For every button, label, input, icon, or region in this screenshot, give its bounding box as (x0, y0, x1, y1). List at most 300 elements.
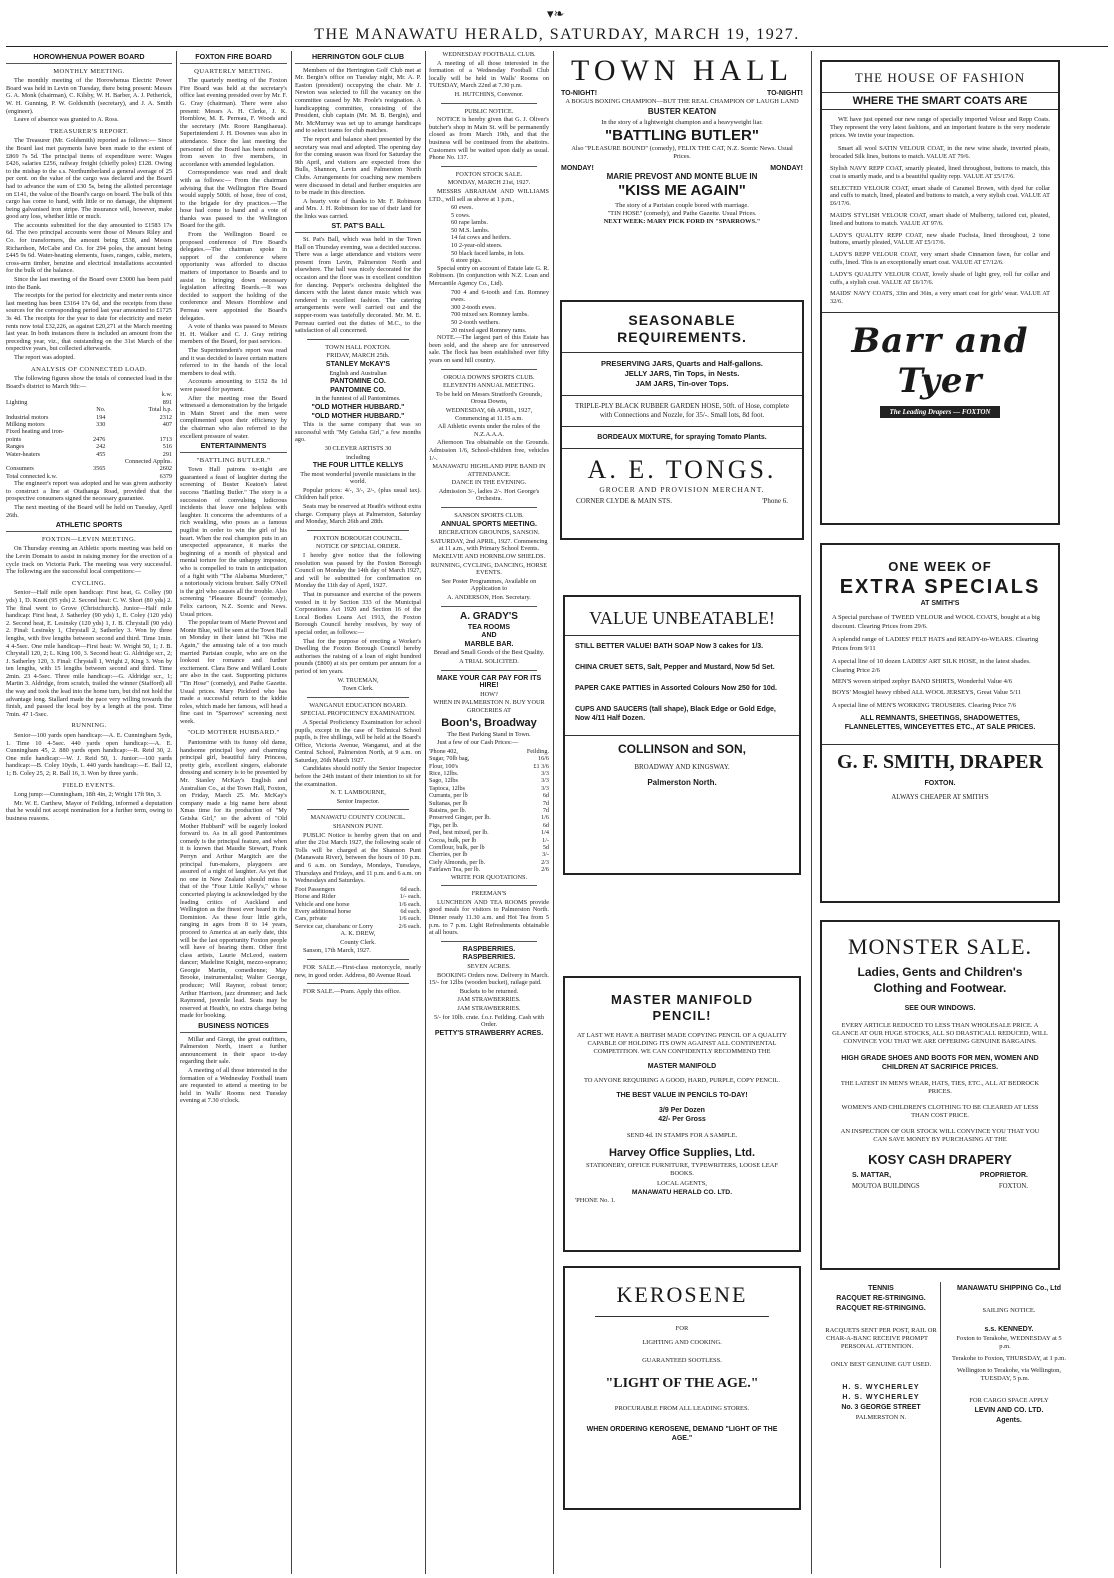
table-row (6, 428, 172, 435)
tolls-table (295, 886, 421, 930)
table-cell: Peel, best mixed, per lb. (429, 829, 489, 837)
paragraph: That in pursuance and exercise of the powers vested in it by Section 333 of the Municipal Corporations Act 1920 and Section 16 of the Local Bodies Loans Act 1913, the Foxton Borough Council hereby resolves, by way of special order, as follows:— (295, 591, 421, 636)
paragraph: Senior—100 yards open handicap:—A. E. Cunningham 5yds, 1. Time 10 4-5sec. 440 yards open handicap:—A. E. Cunningham 45, 2. 880 yards open handicap:—R. Reid 30, 2. One mile handicap:—W. J. Reid 50, 1. Junior:—100 yards handicap:—B. Coley 10yds, 1. 440 yards handicap:—E. Ball 12, 1; B. Coley 25, 2; R. Ball 16, 3. Won by three yards. (6, 732, 172, 777)
subhead: RUNNING. (71, 722, 107, 730)
ad-heading: Boon's, Broadway (441, 716, 537, 729)
divider (441, 606, 537, 607)
ad-line: including (346, 453, 370, 461)
table-row (295, 915, 421, 922)
signature: Senior Inspector. (336, 797, 380, 805)
signature: N. T. LAMBOURNE, (330, 789, 386, 797)
ad-line: EVERY ARTICLE REDUCED TO LESS THAN WHOLESALE PRICE. A GLANCE AT OUR HUGE STOCKS, ALL SO DRASTICALL REDUCED, WILL CONVINCE YOU THAT WE ARE OFFERING GENUINE BARGAINS. (832, 1022, 1048, 1045)
signature: A. K. DREW, (340, 930, 376, 938)
table-cell: 2312 (159, 413, 172, 421)
ad-heading: REQUIREMENTS. (617, 329, 747, 345)
ad-heading: KOSY CASH DRAPERY (868, 1152, 1012, 1167)
paragraph: Senior—Half mile open handicap: First heat, G. Colley (90 yds) 1, D. Knott (95 yds) 2. Second heat: C. W. Short (80 yds) 2. The final went to Grove (Christchurch). Junior—Half mile handicap: First heat, J. Satherley (90 yds) 1, E. Coley (120 yds) 2. Second heat, E. Lesinsky (120 yds) 1, J. B. Chrystall (90 yds) 2. Final: Lesinsky 1, Chrystall 2, Satherley 3. Won by three lengths, with five lengths between second and third. Time 1min. 4 4-5sec. One mile handicap—First heat: W. Wright 50, 1; J. B. Chrystall 120, 2; L. King 100, 3. Second heat: G. Aldridge scr., 2; J. Satherley 120, 3. Final: Chrystall 1, Wright 2, King 3. Won by ten lengths, with 15 lengths between second and third. Time 2min. 23 4-5sec. Three mile handicap:—G. Aldridge scr., 1; Martin 3. Aldridge, from scratch, trailed the winner (Stafford) all the way and took the lead into the home turn, but did not hold the advantage long. Stallard made the pace very willing towards the finish, and passed the local boy by a length at the post. Time 7min. 47 1-5sec. (6, 589, 172, 718)
collinson-ad (563, 595, 801, 875)
column-3 (295, 51, 421, 1574)
ad-heading: "KISS ME AGAIN" (618, 182, 746, 199)
table-cell (105, 428, 172, 435)
subhead: TREASURER'S REPORT. (49, 127, 129, 135)
notice-title: PUBLIC NOTICE. (464, 107, 514, 115)
table-cell: £1 3/6 (533, 762, 549, 770)
table-cell: Tapioca, 12lbs (429, 784, 465, 792)
ad-line: CUPS AND SAUCERS (tall shape), Black Edge or Gold Edge, Now 4/11 Half Dozen. (575, 706, 776, 722)
subhead: ANALYSIS OF CONNECTED LOAD. (30, 365, 147, 373)
notice-date: SATURDAY, 2nd APRIL, 1927. Commencing at 11 a.m., with Primary School Events. McKELVIE AND HORNBLOW SHIELDS. (430, 537, 548, 561)
list-item: 300 2-tooth ewes. (451, 303, 496, 311)
ad-line: H. S. WYCHERLEY (842, 1394, 920, 1401)
paragraph: Long jump:—Cunningham, 18ft 4in, 2; Wright 17ft 9in, 3. (14, 791, 162, 799)
ad-line: STATIONERY, OFFICE FURNITURE, TYPEWRITERS, LOOSE LEAF BOOKS. (585, 1162, 779, 1177)
table-row (6, 443, 172, 450)
ad-heading: EXTRA SPECIALS (839, 576, 1041, 598)
table-cell: Figs, per lb. (429, 821, 459, 829)
notice-title: SANSON SPORTS CLUB. (454, 512, 524, 520)
paragraph: Since the last meeting of the Board over £3000 has been paid into the Bank. (6, 276, 172, 291)
paragraph: The popular team of Marie Prevost and Monte Blue, will be seen at the Town Hall on Monday in their latest hit "Kiss me Again," the amusing tale of a too much married Parisian couple, who are on the lookout for romance and further excitement. Clara Bow and Willard Louis are also in the cast. Supporting pictures "Tin Hose" (comedy), and Pathe Gazette. Usual prices. Mary Pickford who has made a successful return to the kiddie roles, which made her famous, will head a fine cast in "Sparrows" screening next week. (180, 619, 287, 725)
subhead: QUARTERLY MEETING. (194, 67, 273, 75)
phone: 'Phone 402, (429, 747, 458, 755)
coat-item: Smart all wool SATIN VELOUR COAT, in the new wine shade, inverted pleats, brocaded Silk lines, buttons to match. VALUE AT 79/6. (830, 145, 1050, 161)
ad-line: AT SMITH'S (920, 600, 960, 607)
column-4 (429, 51, 549, 1574)
ad-heading: Clothing and Footwear. (873, 981, 1007, 995)
ad-line: 5/- for 10lb. crate. f.o.r. Feilding. Cash with Order. (433, 1013, 544, 1029)
subhead: FOXTON—LEVIN MEETING. (41, 535, 137, 543)
divider (307, 697, 409, 698)
table-cell: Every additional horse (295, 908, 352, 915)
coat-item: LADY'S REPP VELOUR COAT, very smart shade Cinnamon fawn, fur collar and cuffs, lined. This is an exceptionally smart coat. VALUE AT £7/12/6. (830, 251, 1050, 266)
divider (307, 983, 409, 984)
table-cell: 1/6 each. (398, 915, 421, 923)
tennis-ad (815, 1284, 939, 1574)
table-cell: k.w. (161, 391, 172, 399)
logo-tagline: The Leading Drapers — FOXTON (880, 406, 1001, 418)
table-row (295, 901, 421, 908)
ad-line: S. MATTAR, (852, 1172, 892, 1179)
list-item: 700 4 and 6-tooth and f.m. Romney ewes. (451, 288, 549, 304)
ad-heading: PENCIL! (652, 1008, 712, 1023)
boon-ad (429, 675, 549, 882)
paragraph: A hearty vote of thanks to Mr. F. Robinson and Mrs. J. H. Robinson for use of their land for the links was carried. (295, 197, 421, 220)
ad-line: TRIPLE-PLY BLACK RUBBER GARDEN HOSE, 50ft. of Hose, complete with Connections and Nozzle, for 35/-. Small lots, 8d foot. (575, 402, 789, 419)
ad-line: MANAWATU HERALD CO. LTD. (631, 1189, 733, 1196)
ad-heading: THE HOUSE OF FASHION (854, 70, 1026, 85)
ad-heading: "BATTLING BUTLER" (605, 127, 759, 144)
table-cell: 3/3 (541, 784, 549, 792)
list-item: 5 cows. (451, 211, 471, 219)
paragraph: Leave of absence was granted to A. Ross. (14, 116, 119, 124)
paragraph: The next meeting of the Board will be held on Tuesday, April 26th. (6, 504, 172, 519)
ad-line: MONDAY! (561, 165, 594, 172)
paragraph: A vote of thanks was passed to Messrs H. H. Walker and C. J. Gray retiring members of the Board, for past services. (180, 323, 287, 346)
table-row (295, 908, 421, 915)
paragraph: The engineer's report was adopted and he was given authority to construct a line at Otaihanga Road, provided that the prospective consumers signed the necessary guarantee. (6, 480, 172, 503)
table-cell: 16/6 (537, 755, 549, 763)
ad-line: 3/9 Per Dozen (659, 1107, 705, 1114)
pantomime-ad (295, 344, 421, 526)
ad-line: THE LATEST IN MEN'S WEAR, HATS, TIES, ETC., ALL AT BEDROCK PRICES. (840, 1080, 1040, 1095)
table-row (6, 421, 172, 428)
table-cell: 2/3 (541, 858, 549, 866)
special-item: A Special purchase of TWEED VELOUR and WOOL COATS, bought at a big discount. Clearing Prices from 29/6. (832, 614, 1040, 630)
ad-line: WHEN ORDERING KEROSENE, DEMAND "LIGHT OF THE AGE." (586, 1426, 778, 1442)
ad-heading: VALUE UNBEATABLE! (589, 608, 775, 628)
paragraph: The Superintendent's report was read and it was decided to leave certain matters referred to in the hands of the local members to deal with. (180, 346, 287, 377)
shipping-ad (944, 1284, 1066, 1574)
column-rule (553, 51, 554, 1574)
ad-line: Buckets to be returned. (459, 987, 519, 995)
table-cell: Sugar, 70lb bag, (429, 755, 470, 763)
table-cell: Rice, 12lbs. (429, 769, 459, 777)
table-cell: Ciely Almonds, per lb. (429, 858, 486, 866)
classified: FOR SALE.—First-class motorcycle, nearly new, in good order. Address, 80 Avenue Road. (295, 964, 421, 979)
paragraph: To be held on Messrs Stratford's Grounds, Oroua Downs, (435, 390, 543, 406)
paragraph: The following figures show the totals of connected load in the Board's district to March 9th:— (6, 375, 172, 390)
ad-line: NEXT WEEK: MARY PICK FORD IN "SPARROWS." (603, 218, 761, 225)
headline: HERRINGTON GOLF CLUB (295, 53, 421, 64)
table-cell: Foot Passengers (295, 885, 336, 893)
special-item: MEN'S woven striped zephyr BAND SHIRTS, Wonderful Value 4/6 (832, 678, 1013, 685)
raspberry-ad (429, 946, 549, 1038)
notice-subtitle: ELEVENTH ANNUAL MEETING. (443, 382, 535, 390)
divider (441, 885, 537, 886)
table-cell: Service car, charabanc or Lorry (295, 922, 373, 930)
table-cell: 6d (542, 792, 549, 800)
divider (441, 369, 537, 370)
ad-heading: MASTER MANIFOLD (610, 992, 754, 1007)
list-item: 6 store pigs. (451, 257, 482, 265)
subhead: MONTHLY MEETING. (53, 67, 125, 75)
town-hall-ad (557, 52, 807, 262)
special-item: BOYS' Mosgiel heavy ribbed ALL WOOL JERSEYS, Great Value 5/11 (832, 689, 1022, 696)
paragraph: The receipts for the period for electricity and meter rents since last meeting has been £3164 17s 6d, and the receipts from these sources for the corresponding period last year amounted to £1725 3s 4d. The receipts for the year to date for electricity and meter rents now total £32,226, as against £20,271 at the March meeting last year. In both instances there is included an amount from the preceding year, viz., that outstanding on the 31st March of the respective years, but collected afterwards. (6, 292, 172, 353)
stock-list (429, 289, 549, 335)
classified: FOR SALE.—Pram. Apply this office. (303, 988, 401, 996)
ad-line: 30 CLEVER ARTISTS 30 (324, 444, 392, 452)
table-row (429, 807, 549, 814)
table-cell: 1/4 (541, 829, 549, 837)
signature: Sanson, 17th March, 1927. (303, 947, 371, 955)
table-cell: 3/3 (541, 777, 549, 785)
newspaper-title: THE MANAWATU HERALD, SATURDAY, MARCH 19, 1927. (314, 26, 800, 43)
signature: A. ANDERSON, Hon. Secretary. (447, 594, 531, 601)
notice-subtitle: SHANNON PUNT. (333, 823, 383, 831)
table-cell: Sago, 12lbs (429, 777, 458, 785)
tongs-ad (560, 300, 804, 540)
ad-line: Terakohe to Foxton, THURSDAY, at 1 p.m. (952, 1355, 1066, 1362)
ad-line: H. S. WYCHERLEY (842, 1384, 920, 1391)
table-cell: Preserved Ginger, per lb. (429, 814, 491, 822)
table-cell: Consumers (6, 465, 34, 473)
table-row (429, 770, 549, 777)
table-cell: points (6, 435, 22, 443)
list-item: 60 rape lambs. (451, 219, 488, 227)
notice-title: WANGANUI EDUCATION BOARD. (309, 701, 407, 709)
table-cell (88, 458, 105, 465)
table-cell: Fairlawn Tea, per lb. (429, 866, 481, 874)
ad-line: PROCURABLE FROM ALL LEADING STORES. (614, 1405, 750, 1412)
ad-line: WOMEN'S AND CHILDREN'S CLOTHING TO BE CLEARED AT LESS THAN COST PRICE. (841, 1104, 1039, 1119)
town: Feilding. (526, 747, 549, 755)
notice-date: WEDNESDAY, 6th APRIL, 1927, Commencing at 11.15 a.m. (445, 406, 533, 422)
column-rule (940, 1282, 941, 1568)
ad-heading: MONSTER SALE. (847, 934, 1033, 959)
ad-line: FOXTON. (924, 780, 956, 787)
ad-line: MARBLE BAR. (464, 640, 514, 648)
paragraph: Mr. W. E. Carthew, Mayor of Feilding, informed a deputation that he would not accept nomination for a further term, owing to business reasons. (6, 799, 172, 822)
ad-line: PANTOMINE CO. (330, 386, 386, 394)
coat-item: LADY'S QUALITY VELOUR COAT, lovely shade of light grey, roll fur collar and cuffs, a stylish coat. VALUE AT £6/17/6. (830, 270, 1050, 286)
coat-item: LADY'S QUALITY REPP COAT, new shade Fuchsia, lined throughout, 2 tone buttons, smartly pleated, VALUE AT £5/17/6. (830, 231, 1050, 247)
price-header (429, 748, 549, 755)
column-rule (291, 51, 292, 1574)
table-cell: 516 (162, 443, 172, 451)
ad-line: MARIE PREVOST AND MONTE BLUE IN (606, 172, 758, 181)
table-row (429, 829, 549, 836)
ad-line: Wellington to Terakohe, via Wellington, TUESDAY, 5 p.m. (956, 1367, 1062, 1382)
ad-line: Foxton to Terakohe, WEDNESDAY at 5 p.m. (956, 1335, 1062, 1350)
table-cell: 2/6 each. (398, 922, 421, 930)
notice-subtitle: SPECIAL PROFICIENCY EXAMINATION. (300, 710, 416, 718)
paragraph: RECREATION GROUNDS, SANSON. (438, 529, 540, 537)
table-row (6, 451, 172, 458)
education-notice (295, 702, 421, 806)
paragraph: That for the purpose of erecting a Worker's Dwelling the Foxton Borough Council hereby authorises the raising of a loan of eight hundred pounds (£800) at six per centum per annum for a period of ten years. (295, 637, 421, 675)
table-cell: 1/- each. (399, 893, 421, 901)
ad-line: RACQUETS SENT PER POST, RAIL OR CHAR-A-BANC RECEIVE PROMPT PERSONAL ATTENTION. (825, 1327, 937, 1350)
table-cell: Cherries, per lb (429, 851, 468, 859)
table-cell: 891 (162, 398, 172, 406)
ad-line: HIGH GRADE SHOES AND BOOTS FOR MEN, WOMEN AND CHILDREN AT SACRIFICE PRICES. (841, 1055, 1039, 1071)
ad-line: MONDAY! (770, 165, 803, 172)
signature: H. HUTCHINS, Convenor. (454, 90, 524, 98)
kosy-ad (820, 920, 1060, 1270)
table-row (429, 844, 549, 851)
ad-line: TO-NIGHT! (561, 90, 598, 97)
paragraph: RUNNING, CYCLING, DANCING, HORSE EVENTS. (430, 561, 548, 577)
barr-tyer-ad (820, 60, 1060, 525)
table-row (429, 792, 549, 799)
ad-line: GUARANTEED SOOTLESS. (642, 1357, 722, 1364)
subhead: FIELD EVENTS. (62, 781, 116, 789)
ad-line: SEVEN ACRES. (467, 962, 511, 970)
table-row (6, 436, 172, 443)
paragraph: The Treasurer (Mr. Goldsmith) reported as follows:— Since the Board last met payments have been made to the extent of £869 7s 5d. The principal items of expenditure were: Wages £426, salaries £256, railway freight (chiefly poles) £128. Owing to the mishap to the s.s. Northumberland a general average of 25 per cent. on the value of the cargo was declared and the Board had to advance the sum of £30 5s, being the allotted percentage on £141, the value of the Board's cargo on board. The bulk of this cargo has come to hand, with little or no damage, the shipment being galvanised iron stripe. The insurance will, however, make good any loss, whether little or much. (6, 137, 172, 221)
table-cell (88, 473, 105, 480)
table-cell: 1/- (542, 836, 549, 844)
ad-line: AND (481, 632, 497, 640)
table-cell: 6d (542, 821, 549, 829)
table-row (295, 893, 421, 900)
paragraph: Admission 3/-, ladies 2/-. Hori George's Orchestra. (438, 487, 540, 503)
headline: ATHLETIC SPORTS (6, 521, 172, 532)
table-cell: 330 (96, 420, 106, 428)
ad-line: A BOGUS BOXING CHAMPION—BUT THE REAL CHAMPION OF LAUGH LAND (565, 98, 799, 105)
ad-line: JAM STRAWBERRIES. (457, 1004, 521, 1012)
logo-wordmark: Barr and Tyer (851, 320, 1029, 401)
ad-line: Bread and Small Goods of the Best Quality. (433, 649, 545, 657)
ad-line: THE FOUR LITTLE KELLYS (312, 462, 404, 470)
table-cell: 5d (542, 844, 549, 851)
ad-line: Seats may be reserved at Heath's without extra charge. Company plays at Palmerston, Saturday and Monday, March 26th and 28th. (295, 503, 421, 526)
paragraph: MANAWATU HIGHLAND PIPE BAND IN ATTENDANCE. (432, 463, 546, 478)
table-cell (88, 399, 105, 406)
ad-line: SEND 4d. IN STAMPS FOR A SAMPLE. (626, 1132, 738, 1139)
headline: ENTERTAINMENTS (180, 442, 287, 453)
ad-line: STILL BETTER VALUE! BATH SOAP Now 3 cakes for 1/3. (575, 643, 764, 650)
table-row (429, 785, 549, 792)
ad-line: CORNER CLYDE & MAIN STS. (576, 497, 672, 505)
ad-heading: TOWN HALL (571, 54, 793, 87)
notice-title: FOXTON BOROUGH COUNCIL. (313, 534, 403, 542)
table-row (429, 837, 549, 844)
paragraph: All Athletic events under the rules of the N.Z.A.A.A. (437, 423, 541, 438)
paragraph: On Thursday evening an Athletic sports meeting was held on the Levin Domain to assist in raising money for the erection of a cycle track on Victoria Park. The meeting was very successful. The following are the successful local competitors:— (6, 545, 172, 576)
masthead-rule (6, 46, 1108, 47)
table-cell (88, 391, 105, 398)
ad-line: ONLY BEST GENUINE GUT USED. (830, 1361, 932, 1368)
divider (307, 809, 409, 810)
ad-line: HOW? (480, 690, 498, 698)
divider (441, 941, 537, 942)
paragraph: From the Wellington Board re proposed conference of Fire Board's delegates.—The chairman spoke in support of the conference where opportunity was afforded to discuss matters of importance to Boards and to assist in bringing down necessary legislation affecting Boards.—It was decided to support the holding of the conference and Messrs Hornblow and Perreau were appointed the Board's delegates. (180, 231, 287, 322)
ad-line: AN INSPECTION OF OUR STOCK WILL CONVINCE YOU THAT YOU CAN SAVE MONEY BY PURCHASING AT THE (840, 1128, 1040, 1143)
subhead: CYCLING. (71, 579, 107, 587)
paragraph: Special entry on account of Estate late G. R. Robinson. (In conjunction with N.Z. Loan and Mercantile Agency Co., Ltd). (429, 264, 549, 288)
table-row (6, 458, 172, 465)
ad-heading: COLLINSON and SON, (617, 742, 746, 756)
coat-item: Stylish NAVY REPP COAT, smartly pleated, lined throughout, buttons to match, this coat is smartly made, and is a beautiful quality repp. VALUE AT £5/17/6. (830, 164, 1050, 180)
headline: HOROWHENUA POWER BOARD (6, 53, 172, 64)
signature: County Clerk. (340, 938, 376, 946)
paragraph: The monthly meeting of the Horowhenua Electric Power Board was held in Levin on Tuesday, there being present: Messrs G. A. Monk (chairman), C. Kilsby, W. H. Barber, A. J. Petherick, W. H. Gunning, P. W. Goldsmith (secretary), and J. A. Smith (engineer). (6, 77, 172, 115)
ad-line: FRIDAY, MARCH 25th. (326, 352, 390, 360)
table-row (429, 800, 549, 807)
table-cell: 3/- (542, 851, 549, 859)
signature: Town Clerk. (342, 685, 374, 693)
ad-line: SAILING NOTICE. (982, 1307, 1036, 1314)
ad-line: PALMERSTON N. (855, 1414, 907, 1421)
paragraph: MESSRS ABRAHAM AND WILLIAMS LTD., will sell as above at 1 p.m., (429, 187, 549, 203)
table-cell: 242 (96, 443, 106, 451)
ad-line: This is the same company that was so successful with "My Geisha Girl," a few months ago. (295, 421, 421, 444)
ad-line: GROCER AND PROVISION MERCHANT. (599, 485, 765, 494)
ad-line: JAM STRAWBERRIES. (457, 996, 521, 1004)
table-cell: 6d each. (400, 908, 421, 915)
table-row (6, 414, 172, 421)
ad-line: English and Australian (329, 369, 387, 377)
divider (441, 670, 537, 671)
table-row (6, 473, 172, 480)
ad-heading: RACQUET RE-STRINGING. (836, 1305, 926, 1312)
ad-line: AT LAST WE HAVE A BRITISH MADE COPYING PENCIL OF A QUALITY CAPABLE OF HOLDING ITS OWN AGAINST ALL CONTINENTAL COMPETITION. WE CAN CONFIDENTLY RECOMMEND THE (577, 1032, 787, 1055)
ad-line: 'PHONE No. 1. (575, 1197, 616, 1204)
ad-line: STANLEY McKAY'S (325, 360, 391, 368)
table-cell: Vehicle and one horse (295, 900, 350, 908)
ad-line: FOR CARGO SPACE APPLY (969, 1397, 1049, 1404)
ad-line: The Best Parking Stand in Town. (447, 730, 531, 738)
column-1 (6, 51, 172, 1574)
stock-list (429, 204, 549, 265)
ad-line: JELLY JARS, Tin Tops, in Nests. (624, 369, 740, 378)
paragraph: PUBLIC Notice is hereby given that on and after the 21st March 1927, the following scale of Tolls will be charged at the Shannon Punt (Manawatu River), between the hours of 10 p.m. and 6 a.m. on Sundays, Mondays, Tuesdays, Thursdays and Fridays, and 11 p.m. and 6 a.m. on Wednesdays and Saturdays. (295, 831, 421, 885)
headline: FOXTON FIRE BOARD (180, 53, 287, 64)
table-cell (88, 428, 105, 435)
table-cell: 7d (542, 799, 549, 807)
ad-line: in the funniest of all Pantomimes. (315, 395, 401, 403)
notice-title: FREEMAN'S (471, 890, 507, 898)
table-row (6, 399, 172, 406)
table-cell: Fixed heating and iron- (6, 428, 64, 436)
column-rule (176, 51, 177, 1574)
ad-line: TEA ROOMS (467, 623, 511, 631)
table-cell: Lighting (6, 398, 28, 406)
ad-heading: MAKE YOUR CAR PAY FOR ITS HIRE! (436, 674, 542, 690)
ad-line: Just a few of our Cash Prices:— (437, 739, 519, 747)
paragraph: Pantomime with its funny old dame, handsome principal boy and charming principal girl, beautiful fairy Princess, pretty girls, excellent singers, elaborate dressing and scenery is to be presented by Mr. Stanley McKay's English and Australian Co., at the Town Hall, Foxton, on Friday, March 25. Mr. McKay's company made a big name here about Xmas time for its production of "My Geisha Girl," so the advent of "Old Mother Hubbard" will be eagerly looked forward to. As in all good Pantomimes comedy is the principal feature, and when it is known that Maudie Stewart, Frank Perryn and Arthur Margitch are the principal fun-makers, playgoers are assured of a night of laughter. As yet that no one in New Zealand should miss is that of the "Four Little Kelly's," whose concerted playing is acknowledged by the leading critics of Auckland and Wellington as the finest ever heard in the Dominion. As these four little girls, ranging in ages from 8 to 14 years, proceed to America at an early date, this will be the last opportunity Foxton people will have of hearing them. Other first class artists, Laurie McLeod, eastern dancer; Madeline Knight, mezzo-soprano; Georgie Martin, comedienne; May Brooke, instrumentalist; Walter George, producer; Will Raynor, robust tenor; Arthur Harrison, jazz drummer; and Jack Raymond, juvenile lead. Seats may be reserved at Heath's, no extra charge being made for booking. (180, 739, 287, 1020)
table-cell: Industrial motors (6, 413, 49, 421)
ad-heading: A. E. TONGS. (587, 455, 777, 484)
ad-line: Agents. (996, 1417, 1022, 1424)
county-notice (295, 814, 421, 955)
table-row (6, 391, 172, 398)
ad-line: No. 3 GEORGE STREET (841, 1404, 921, 1411)
ad-heading: RACQUET RE-STRINGING. (836, 1295, 926, 1302)
paragraph: DANCE IN THE EVENING. (451, 479, 527, 487)
ad-line: s.s. KENNEDY. (984, 1326, 1034, 1333)
table-cell: Horse and Rider (295, 893, 336, 901)
ad-line: TO-NIGHT! (766, 90, 803, 97)
column-rule (425, 51, 426, 1574)
ad-line: BOOKING Orders now. Delivery in March. 15/- for 12lbs (wooden bucket), railage paid. (429, 971, 549, 987)
ad-heading: SEASONABLE (628, 312, 736, 328)
coat-item: MAIDS' NAVY COATS, 33in and 36in, a very smart coat for girls' wear. VALUE AT 32/6. (830, 290, 1050, 306)
column-2 (180, 51, 287, 1574)
notice-title: FOXTON STOCK SALE. (455, 170, 523, 178)
headline: BUSINESS NOTICES (180, 1022, 287, 1033)
paragraph: LUNCHEON AND TEA ROOMS provide good meals for visitors to Palmerston North. Dinner ready 11.30 a.m. and Hot Tea from 5 p.m. to 7 p.m. Light Refreshments obtainable at all hours. (429, 898, 549, 937)
ad-line: The most wonderful juvenile musicians in the world. (300, 470, 416, 486)
ad-line: LIGHTING AND COOKING. (642, 1339, 722, 1346)
notice-title: OROUA DOWNS SPORTS CLUB. (443, 373, 535, 381)
ad-line: A TRIAL SOLICITED. (459, 657, 519, 665)
notice-title: WEDNESDAY FOOTBALL CLUB. (442, 51, 536, 58)
ad-line: ALWAYS CHEAPER AT SMITH'S (891, 794, 989, 801)
ad-line: Popular prices: 4/-, 3/-, 2/-, (plus usual tax). Children half price. (295, 486, 421, 502)
table-cell: 407 (162, 420, 172, 428)
paragraph: A Special Proficiency Examination for school pupils, except in the case of Technical School pupils, is five shillings, will be held at the Board's Office, Victoria Avenue, Wanganui, and at the Central School, Palmerston North, at 9 a.m. on Saturday, 26th March 1927. (295, 718, 421, 764)
subhead: "OLD MOTHER HUBBARD." (187, 729, 280, 737)
divider (307, 530, 409, 531)
special-item: A splendid range of LADIES' FELT HATS and READY-to-WEARS. Clearing Prices from 9/11 (832, 636, 1039, 652)
ad-line: "OLD MOTHER HUBBARD." (311, 412, 405, 420)
paragraph: A meeting of all those interested in the formation of a Wednesday Football Club locally will be held in Walls' Rooms on TUESDAY, March 22nd at 7.30 p.m. (429, 59, 549, 90)
paragraph: I hereby give notice that the following resolution was passed by the Foxton Borough Council on Monday the 14th day of March 1927, and will be submitted for confirmation on Monday the 11th day of April, 1927. (295, 552, 421, 590)
table-cell: Total h.p. (148, 406, 172, 414)
table-cell: Cars, private (295, 915, 327, 923)
paragraph: After the meeting rose the Board witnessed a demonstration by the brigade in Main Street and the men were complimented upon their efficiency by the chairman who also referred to the excellent pressure of water. (180, 394, 287, 440)
list-item: 50 black faced lambs, in lots. (451, 249, 525, 257)
table-cell: Total connected k.w. (6, 472, 58, 480)
ad-line: The story of a Parisian couple bored with marriage. (615, 202, 749, 209)
ad-heading: RASPBERRIES. (462, 954, 516, 962)
ad-heading: TENNIS (868, 1285, 894, 1292)
special-item: A special line of MEN'S WORKING TROUSERS. Clearing Price 7/6 (832, 702, 1017, 709)
list-item: 14 fat cows and heifers. (451, 234, 511, 242)
